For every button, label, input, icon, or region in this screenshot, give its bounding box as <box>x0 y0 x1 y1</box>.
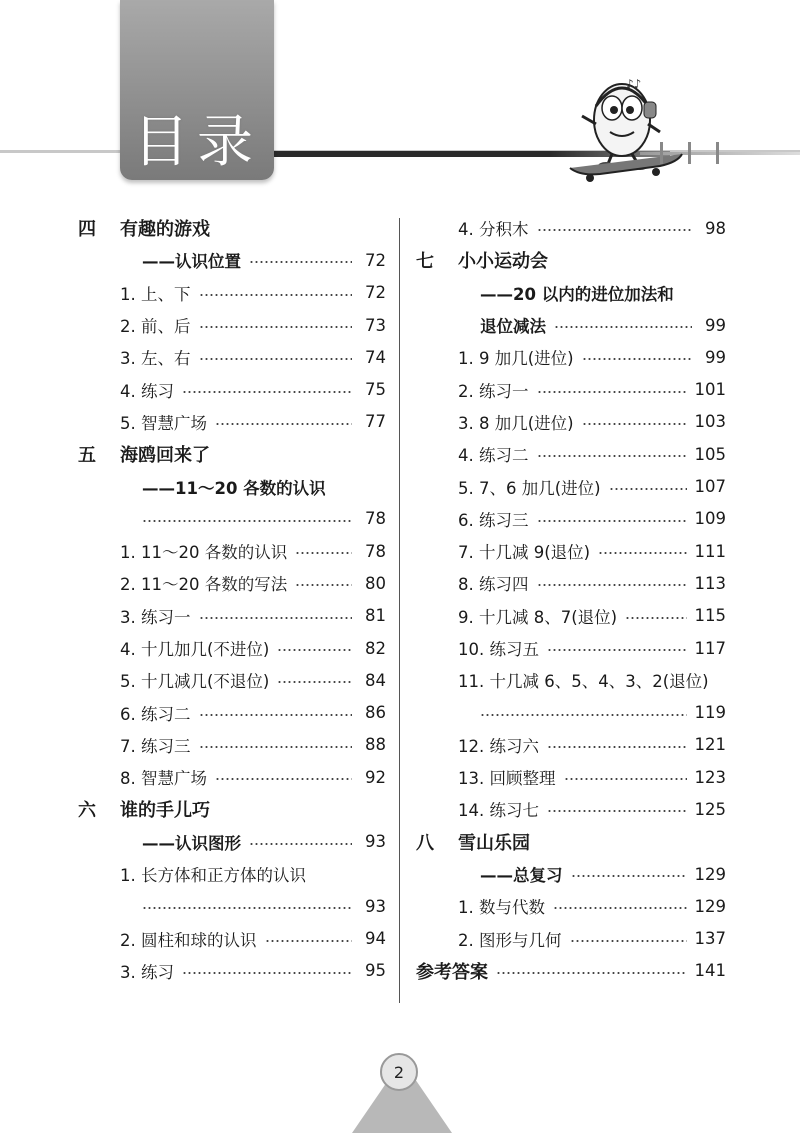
page-title: 目录 <box>133 110 261 175</box>
answers-label: 参考答案 <box>416 961 488 983</box>
toc-entry[interactable] <box>416 729 726 761</box>
dot-leader <box>277 681 352 683</box>
subtitle-label: ——认识图形 <box>142 833 241 853</box>
entry-label: 2. 练习一 <box>458 381 529 401</box>
unit-number: 六 <box>78 800 96 822</box>
entry-label: 3. 8 加几(进位) <box>458 413 574 433</box>
entry-label: 14. 练习七 <box>458 801 539 821</box>
column-divider <box>399 218 400 1003</box>
toc-unit-heading[interactable] <box>78 438 386 470</box>
toc-entry[interactable] <box>416 406 726 438</box>
toc-unit-subtitle[interactable] <box>416 858 726 890</box>
page-ref: 109 <box>694 509 726 529</box>
toc-entry[interactable] <box>416 923 726 955</box>
entry-label: 8. 智慧广场 <box>120 769 207 789</box>
unit-number: 五 <box>78 445 96 467</box>
page-ref: 107 <box>694 477 726 497</box>
entry-label: 3. 练习 <box>120 962 174 982</box>
toc-entry[interactable] <box>416 470 726 502</box>
toc-entry[interactable] <box>416 890 726 922</box>
unit-title: 雪山乐园 <box>458 832 530 854</box>
page-ref: 81 <box>365 606 386 626</box>
dot-leader <box>537 455 687 457</box>
dot-leader <box>571 875 687 877</box>
page-ref: 73 <box>365 315 386 335</box>
entry-label: 2. 前、后 <box>120 317 191 337</box>
entry-label: 4. 十几加几(不进位) <box>120 640 270 659</box>
toc-continuation[interactable] <box>416 696 726 728</box>
page-number: 2 <box>380 1053 418 1091</box>
dot-leader <box>199 617 353 619</box>
dot-leader <box>582 423 687 425</box>
page-ref: 99 <box>705 315 726 335</box>
dot-leader <box>199 326 353 328</box>
dot-leader <box>553 907 687 909</box>
entry-label: 7. 十几减 9(退位) <box>458 543 591 563</box>
dot-leader <box>625 617 686 619</box>
toc-unit-subtitle[interactable] <box>78 470 386 502</box>
dot-leader <box>547 810 687 812</box>
page-ref: 82 <box>365 638 386 658</box>
unit-number: 四 <box>78 219 96 241</box>
subtitle-label: ——认识位置 <box>142 252 241 272</box>
title-tab <box>120 0 274 180</box>
entry-label: 10. 练习五 <box>458 640 539 659</box>
entry-label: 7. 练习三 <box>120 736 191 756</box>
dot-leader <box>547 746 687 748</box>
page-ref: 125 <box>694 799 726 819</box>
toc-continuation[interactable] <box>78 503 386 535</box>
page-ref: 78 <box>365 541 386 561</box>
unit-number: 八 <box>416 832 434 854</box>
dot-leader <box>199 358 353 360</box>
dot-leader <box>570 940 687 942</box>
toc-entry[interactable] <box>78 341 386 373</box>
dot-leader <box>537 584 687 586</box>
subtitle-label: ——总复习 <box>480 866 563 886</box>
page-ref: 119 <box>694 703 726 723</box>
unit-title: 海鸥回来了 <box>120 445 210 467</box>
entry-label: 4. 分积木 <box>458 220 529 240</box>
dot-leader <box>537 391 687 393</box>
toc-entry[interactable] <box>78 664 386 696</box>
entry-label: 13. 回顾整理 <box>458 769 556 789</box>
dot-leader <box>480 714 687 716</box>
page-ref: 95 <box>365 961 386 981</box>
page-ref: 103 <box>694 412 726 432</box>
toc-entry[interactable] <box>416 503 726 535</box>
page-ref: 72 <box>365 250 386 270</box>
dot-leader <box>582 358 692 360</box>
page-ref: 99 <box>705 347 726 367</box>
dot-leader <box>142 520 352 522</box>
dot-leader <box>496 972 687 974</box>
toc-entry[interactable] <box>416 341 726 373</box>
dot-leader <box>609 488 687 490</box>
entry-label: 4. 练习二 <box>458 446 529 466</box>
entry-label: 3. 左、右 <box>120 349 191 369</box>
toc-entry[interactable] <box>78 858 386 890</box>
toc-entry[interactable] <box>78 600 386 632</box>
toc-unit-subtitle[interactable] <box>416 277 726 309</box>
toc-entry[interactable] <box>78 277 386 309</box>
toc-answers[interactable] <box>416 955 726 987</box>
dot-leader <box>215 423 352 425</box>
dot-leader <box>199 746 353 748</box>
dot-leader <box>554 326 692 328</box>
entry-label: 1. 11～20 各数的认识 <box>120 543 288 563</box>
toc-unit-subtitle[interactable] <box>78 244 386 276</box>
entry-label: 8. 练习四 <box>458 575 529 595</box>
toc-left-column <box>78 212 386 987</box>
entry-label: 1. 上、下 <box>120 284 191 304</box>
entry-label: 6. 练习三 <box>458 510 529 530</box>
entry-label: 5. 十几减几(不退位) <box>120 672 270 692</box>
svg-text:♪♪: ♪♪ <box>626 77 642 91</box>
unit-title: 谁的手儿巧 <box>120 800 210 822</box>
toc-entry[interactable] <box>416 632 726 664</box>
toc-right-column <box>416 212 726 987</box>
page-ref: 86 <box>365 703 386 723</box>
page-ref: 92 <box>365 767 386 787</box>
page-ref: 94 <box>365 929 386 949</box>
page-ref: 74 <box>365 347 386 367</box>
entry-label: 6. 练习二 <box>120 704 191 724</box>
page-ref: 117 <box>694 638 726 658</box>
toc-entry[interactable] <box>416 793 726 825</box>
entry-label: 3. 练习一 <box>120 607 191 627</box>
dot-leader <box>182 391 352 393</box>
dot-leader <box>547 649 687 651</box>
toc-entry[interactable] <box>416 212 726 244</box>
toc-entry[interactable] <box>78 729 386 761</box>
page-ref: 93 <box>365 896 386 916</box>
toc-entry[interactable] <box>78 309 386 341</box>
entry-label: 9. 十几减 8、7(退位) <box>458 607 618 627</box>
entry-label: 1. 数与代数 <box>458 898 545 918</box>
toc-entry[interactable] <box>78 955 386 987</box>
unit-title: 有趣的游戏 <box>120 219 210 241</box>
page-ref: 77 <box>365 412 386 432</box>
toc-unit-heading[interactable] <box>416 244 726 276</box>
dot-leader <box>295 552 352 554</box>
entry-label: 1. 9 加几(进位) <box>458 349 574 369</box>
entry-label: 2. 圆柱和球的认识 <box>120 930 257 950</box>
page-ref: 129 <box>694 896 726 916</box>
dot-leader <box>182 972 352 974</box>
page-ref: 84 <box>365 670 386 690</box>
page-ref: 141 <box>694 961 726 981</box>
toc-entry[interactable] <box>416 373 726 405</box>
toc-entry[interactable] <box>416 567 726 599</box>
dot-leader <box>265 940 353 942</box>
dot-leader <box>142 907 352 909</box>
page-ref: 93 <box>365 832 386 852</box>
page-ref: 137 <box>694 929 726 949</box>
toc-entry[interactable] <box>78 567 386 599</box>
page-ref: 80 <box>365 573 386 593</box>
dot-leader <box>295 584 352 586</box>
unit-title: 小小运动会 <box>458 251 548 273</box>
toc-entry[interactable] <box>416 438 726 470</box>
dot-leader <box>598 552 686 554</box>
page-ref: 98 <box>705 218 726 238</box>
subtitle-label: ——11～20 各数的认识 <box>142 478 326 498</box>
toc-continuation[interactable] <box>78 890 386 922</box>
entry-label: 5. 7、6 加几(进位) <box>458 478 601 498</box>
unit-number: 七 <box>416 251 434 273</box>
toc-entry[interactable] <box>416 761 726 793</box>
toc-entry[interactable] <box>416 600 726 632</box>
dot-leader <box>249 261 352 263</box>
toc-unit-subtitle[interactable] <box>416 309 726 341</box>
toc-unit-heading[interactable] <box>78 793 386 825</box>
page-ref: 72 <box>365 283 386 303</box>
egg-skateboard-mascot-icon <box>560 60 740 185</box>
page-ref: 123 <box>694 767 726 787</box>
subtitle-label: 退位减法 <box>480 317 546 337</box>
toc-entry[interactable] <box>78 632 386 664</box>
subtitle-label: ——20 以内的进位加法和 <box>480 284 674 304</box>
entry-label: 4. 练习 <box>120 381 174 401</box>
entry-label: 5. 智慧广场 <box>120 413 207 433</box>
entry-label: 12. 练习六 <box>458 736 539 756</box>
entry-label: 11. 十几减 6、5、4、3、2(退位) <box>458 672 709 692</box>
dot-leader <box>215 778 352 780</box>
toc-entry[interactable] <box>416 535 726 567</box>
dot-leader <box>277 649 352 651</box>
page-ref: 75 <box>365 380 386 400</box>
page-ref: 121 <box>694 735 726 755</box>
dot-leader <box>249 843 352 845</box>
page-ref: 115 <box>694 606 726 626</box>
dot-leader <box>537 229 693 231</box>
toc-unit-subtitle[interactable] <box>78 826 386 858</box>
toc-unit-heading[interactable] <box>416 826 726 858</box>
page-ref: 105 <box>694 444 726 464</box>
toc-entry[interactable] <box>416 664 726 696</box>
entry-label: 1. 长方体和正方体的认识 <box>120 866 306 886</box>
page-ref: 111 <box>694 541 726 561</box>
page-ref: 78 <box>365 509 386 529</box>
toc-entry[interactable] <box>78 373 386 405</box>
dot-leader <box>199 714 353 716</box>
page-ref: 113 <box>694 573 726 593</box>
toc-entry[interactable] <box>78 406 386 438</box>
toc-unit-heading[interactable] <box>78 212 386 244</box>
page-ref: 88 <box>365 735 386 755</box>
toc-entry[interactable] <box>78 535 386 567</box>
dot-leader <box>199 294 353 296</box>
dot-leader <box>537 520 687 522</box>
toc-entry[interactable] <box>78 923 386 955</box>
dot-leader <box>564 778 687 780</box>
entry-label: 2. 图形与几何 <box>458 930 562 950</box>
entry-label: 2. 11～20 各数的写法 <box>120 575 288 595</box>
page-ref: 129 <box>694 864 726 884</box>
toc-entry[interactable] <box>78 696 386 728</box>
toc-entry[interactable] <box>78 761 386 793</box>
page-ref: 101 <box>694 380 726 400</box>
